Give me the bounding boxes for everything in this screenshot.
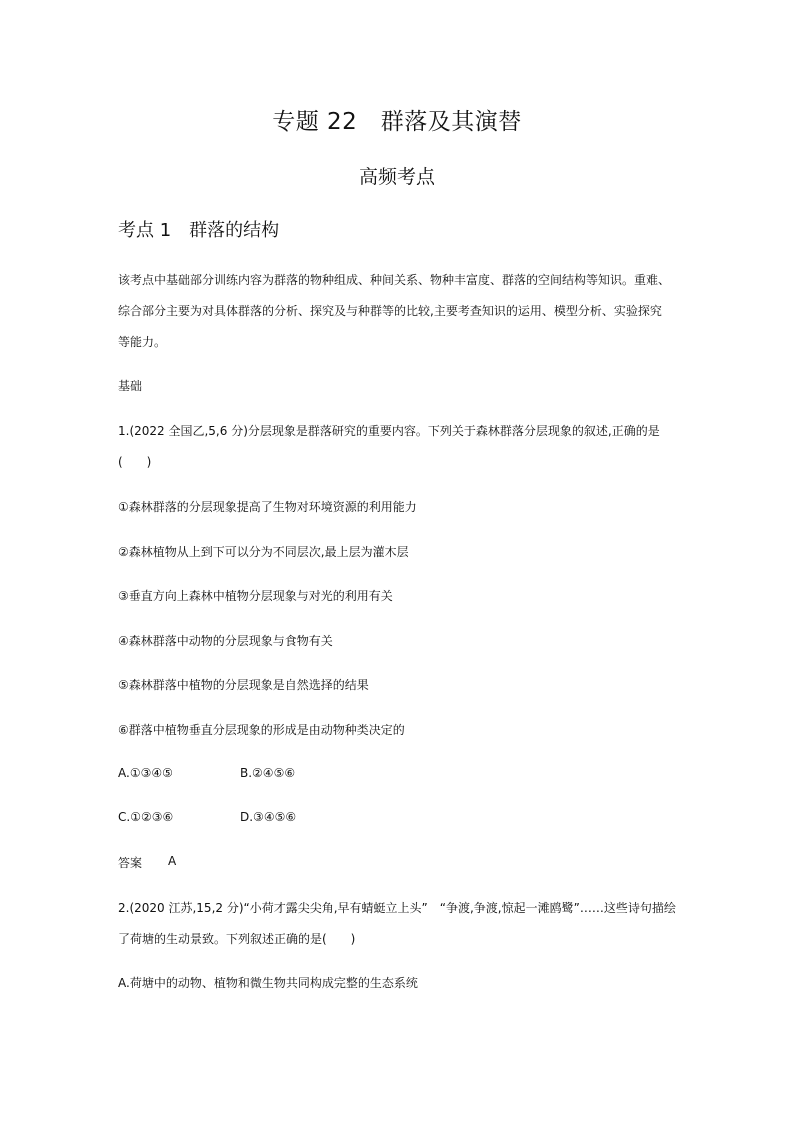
q1-option-b: B.②④⑤⑥ [240,766,296,780]
page-title: 专题 22 群落及其演替 [272,109,522,135]
q1-statement-2: ②森林植物从上到下可以分为不同层次,最上层为灌木层 [118,545,409,559]
q1-statement-3: ③垂直方向上森林中植物分层现象与对光的利用有关 [118,589,393,603]
q1-option-d: D.③④⑤⑥ [240,810,297,824]
q1-answer-label: 答案 [118,856,143,870]
q1-statement-5: ⑤森林群落中植物的分层现象是自然选择的结果 [118,678,369,692]
section-subtitle: 高频考点 [358,166,435,188]
intro-line-3: 等能力。 [118,335,167,349]
q1-answer-value: A [168,854,177,868]
q2-stem-line-1: 2.(2020 江苏,15,2 分)“小荷才露尖尖角,早有蜻蜓立上头” “争渡,争渡,惊起一滩鸥鹭”……这些诗句描绘 [118,901,676,915]
q2-option-a: A.荷塘中的动物、植物和微生物共同构成完整的生态系统 [118,976,418,990]
intro-line-2: 综合部分主要为对具体群落的分析、探究及与种群等的比较,主要考查知识的运用、模型分析、实验探究 [118,304,662,318]
q1-stem-line-1: 1.(2022 全国乙,5,6 分)分层现象是群落研究的重要内容。下列关于森林群落分层现象的叙述,正确的是 [118,424,660,438]
q1-statement-6: ⑥群落中植物垂直分层现象的形成是由动物种类决定的 [118,723,405,737]
level-label: 基础 [118,379,143,393]
q1-option-c: C.①②③⑥ [118,810,174,824]
q2-stem-line-2: 了荷塘的生动景致。下列叙述正确的是( ) [118,932,356,946]
q1-statement-4: ④森林群落中动物的分层现象与食物有关 [118,634,333,648]
topic-heading: 考点 1 群落的结构 [118,220,280,241]
intro-line-1: 该考点中基础部分训练内容为群落的物种组成、种间关系、物种丰富度、群落的空间结构等知识。重难、 [118,273,671,287]
q1-statement-1: ①森林群落的分层现象提高了生物对环境资源的利用能力 [118,500,417,514]
q1-stem-line-2: ( ) [118,455,152,469]
q1-option-a: A.①③④⑤ [118,766,173,780]
